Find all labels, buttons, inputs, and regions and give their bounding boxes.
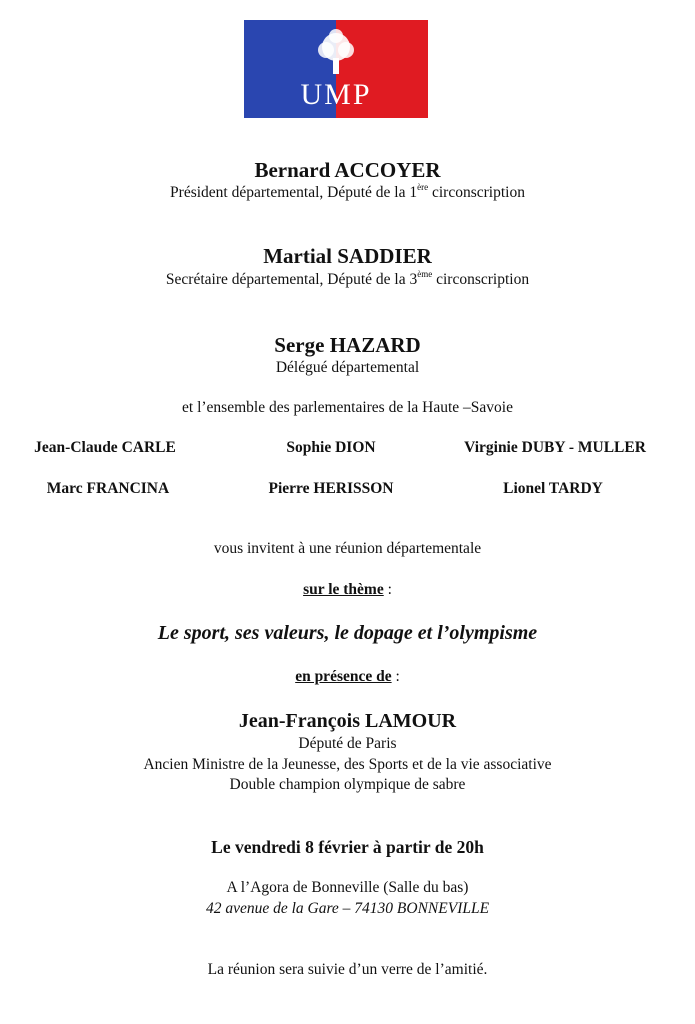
host-role-2: Secrétaire départemental, Député de la 3ème circonscription: [165, 269, 530, 288]
ump-logo: [244, 20, 428, 118]
invite-line: vous invitent à une réunion départementale: [213, 540, 482, 557]
guest-line-1: Député de Paris: [298, 735, 397, 752]
parliamentarian-5: Pierre HERISSON: [268, 480, 394, 497]
address-line: 42 avenue de la Gare – 74130 BONNEVILLE: [205, 900, 490, 917]
host-name-3: Serge HAZARD: [274, 333, 421, 357]
host-role-3: Délégué départemental: [275, 359, 420, 376]
guest-name: Jean-François LAMOUR: [238, 710, 457, 732]
presence-label: en présence de :: [295, 668, 400, 685]
parliamentarian-4: Marc FRANCINA: [46, 480, 170, 497]
event-date: Le vendredi 8 février à partir de 20h: [211, 837, 484, 857]
parliamentarian-3: Virginie DUBY - MULLER: [464, 439, 646, 456]
parliamentarian-1: Jean-Claude CARLE: [34, 439, 176, 456]
logo-text: UMP: [300, 78, 372, 111]
host-name-1: Bernard ACCOYER: [254, 158, 441, 182]
parliamentarian-6: Lionel TARDY: [503, 480, 603, 497]
theme-label: sur le thème :: [303, 581, 392, 598]
ensemble-line: et l’ensemble des parlementaires de la Haute –Savoie: [182, 399, 513, 416]
host-name-2: Martial SADDIER: [263, 244, 432, 268]
venue-line: A l’Agora de Bonneville (Salle du bas): [226, 879, 469, 896]
closing-line: La réunion sera suivie d’un verre de l’amitié.: [207, 961, 488, 978]
guest-line-2: Ancien Ministre de la Jeunesse, des Sports et de la vie associative: [143, 756, 552, 773]
parliamentarian-2: Sophie DION: [286, 439, 376, 456]
theme-title: Le sport, ses valeurs, le dopage et l’olympisme: [157, 622, 538, 644]
guest-line-3: Double champion olympique de sabre: [229, 776, 466, 793]
host-role-1: Président départemental, Député de la 1ère circonscription: [170, 182, 525, 201]
